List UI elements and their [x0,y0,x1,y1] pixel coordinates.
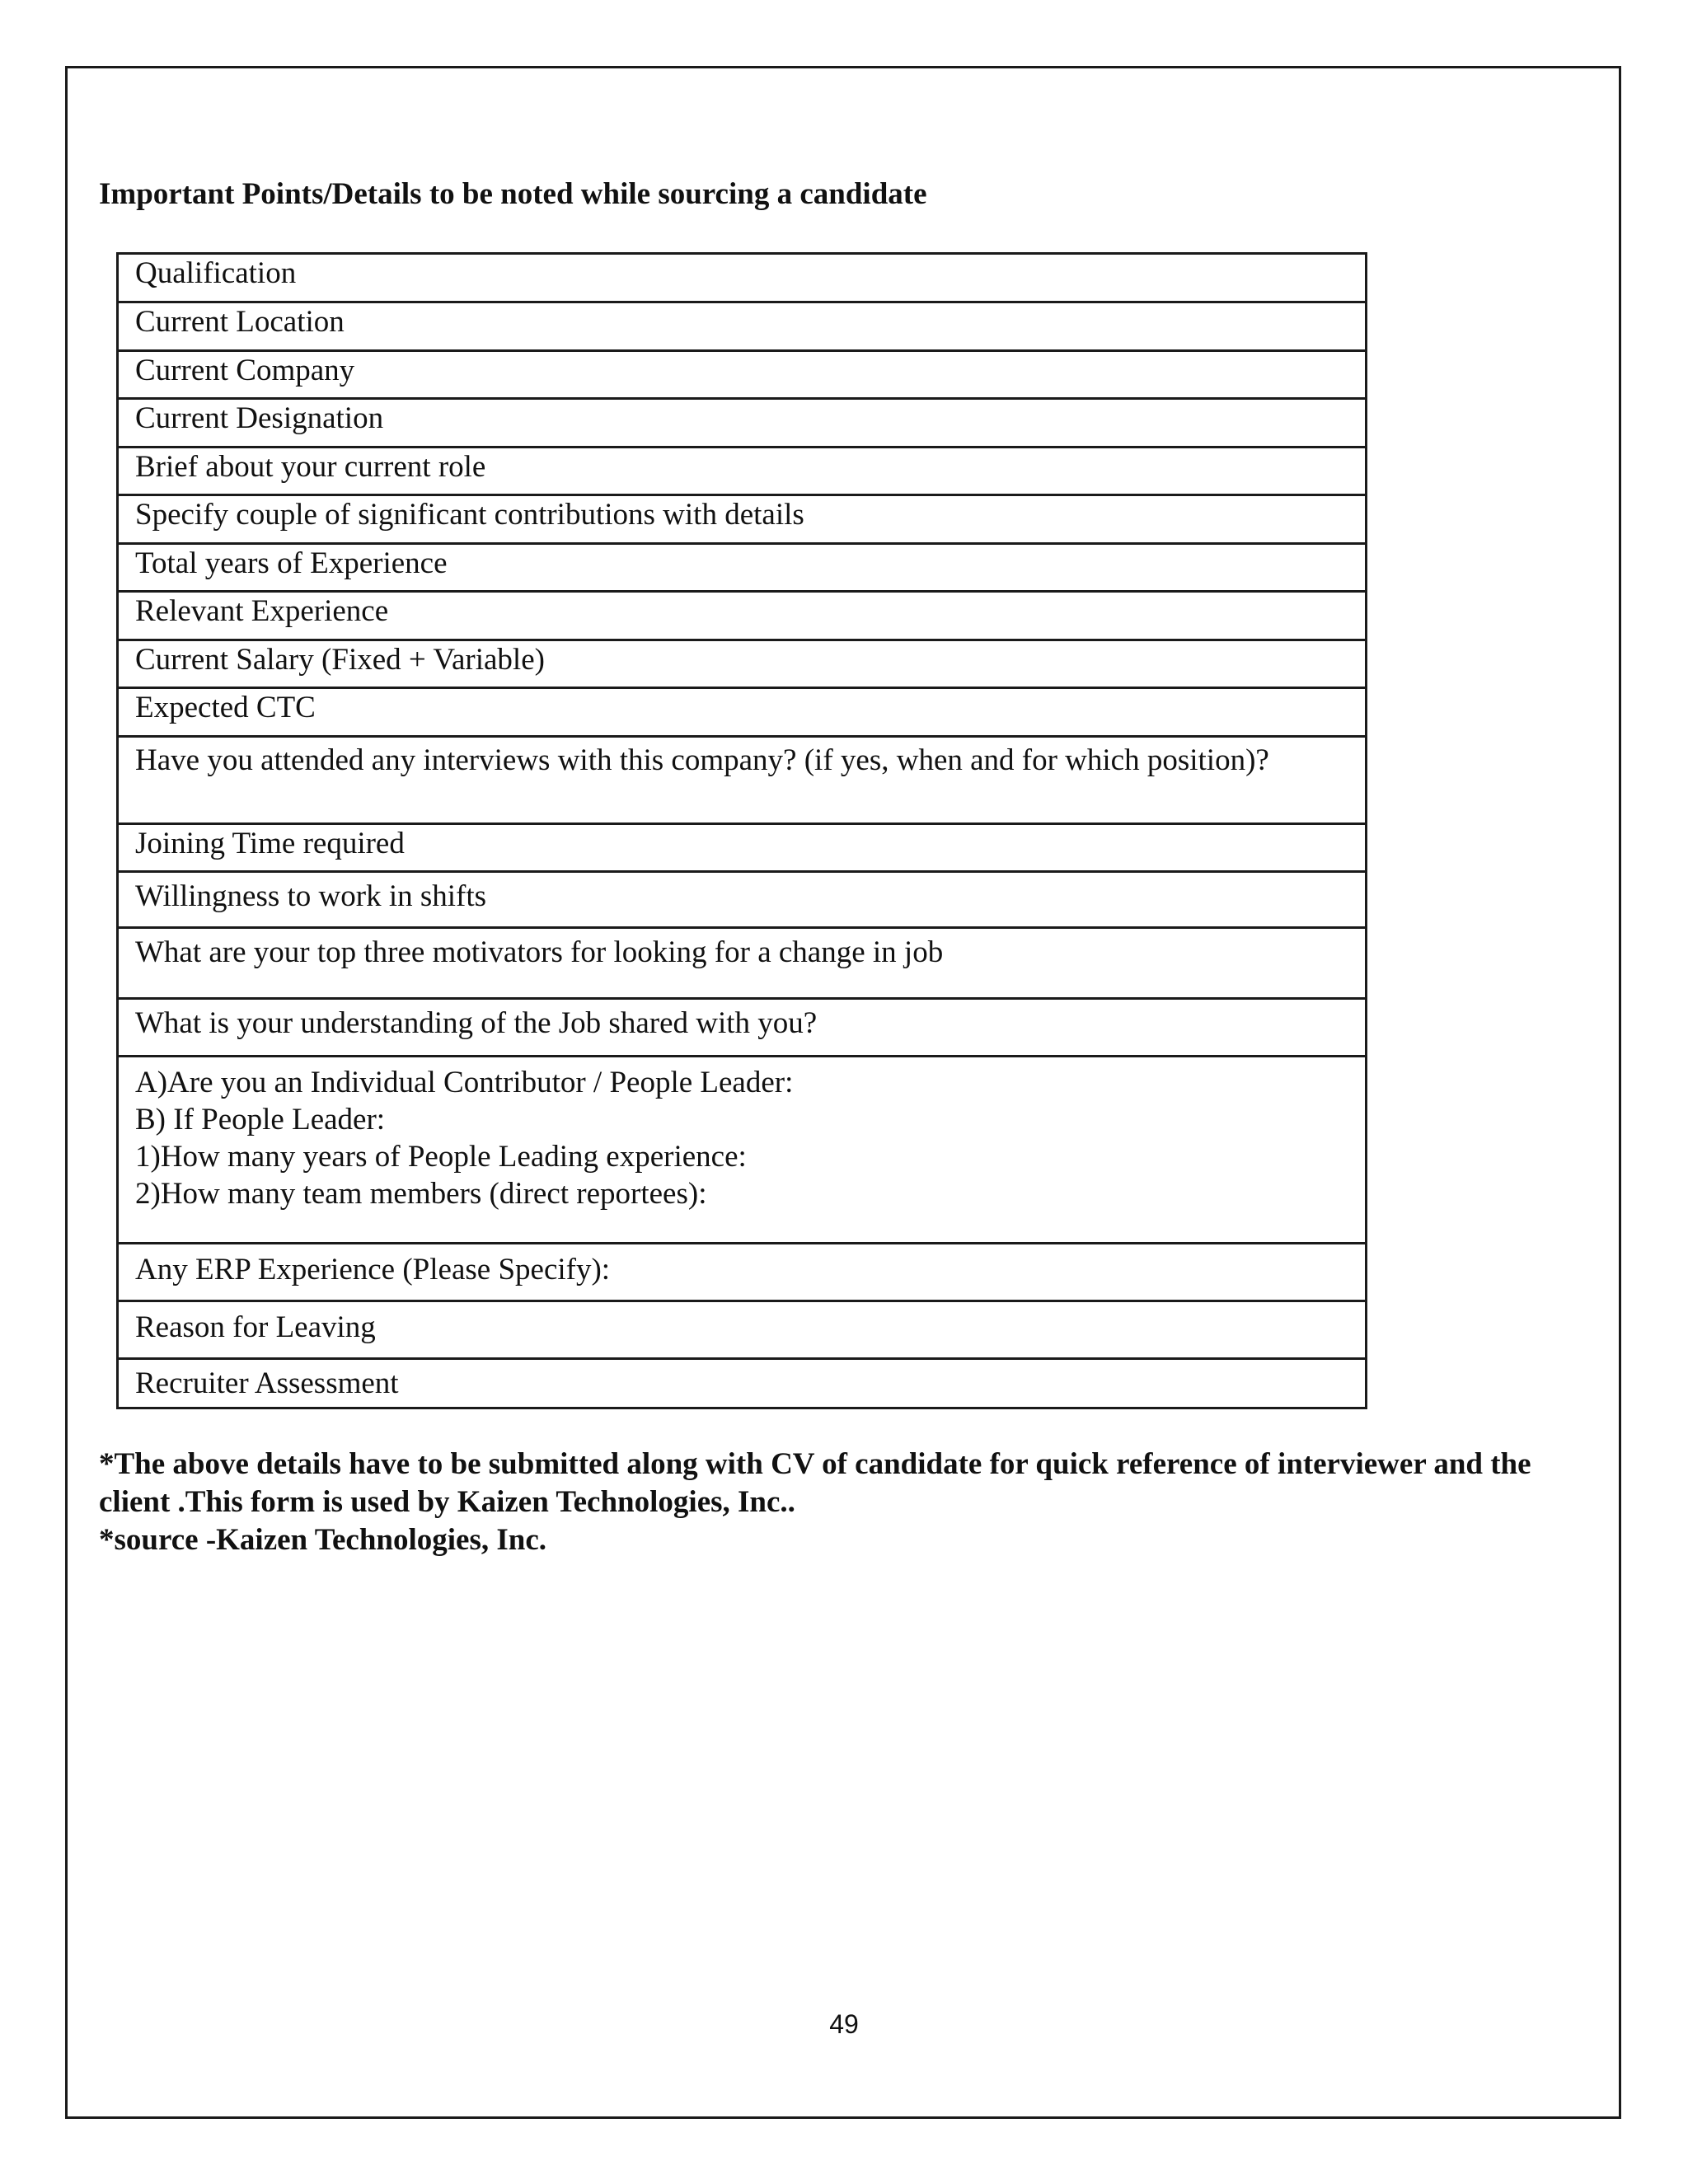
table-cell [118,688,1367,737]
table-row [118,999,1367,1057]
table-cell [118,928,1367,999]
row-label: A)Are you an Individual Contributor / People Leader: B) If People Leader: 1)How many years of People Leading experience: 2)How many team members (direct reportees): [135,1066,794,1211]
table-cell [118,544,1367,592]
row-label: Current Company [135,354,355,387]
row-label: Expected CTC [135,691,316,724]
table-row [118,302,1367,351]
table-row [118,448,1367,495]
row-label: Recruiter Assessment [135,1366,399,1400]
table-cell [118,824,1367,872]
table-cell [118,592,1367,640]
row-label: Reason for Leaving [135,1310,376,1344]
row-label: Current Designation [135,401,384,435]
table-row [118,254,1367,302]
row-label: Current Location [135,305,345,339]
table-row [118,872,1367,928]
table-row [118,640,1367,688]
table-row [118,592,1367,640]
table-cell [118,1057,1367,1244]
footnotes [99,1446,1566,1559]
table-row [118,824,1367,872]
table-row [118,688,1367,737]
table-row [118,351,1367,399]
row-label: Joining Time required [135,827,405,860]
page-number: 49 [829,2009,859,2039]
table-row [118,1244,1367,1301]
table-cell [118,254,1367,302]
table-cell [118,640,1367,688]
table-cell [118,351,1367,399]
row-label: Current Salary (Fixed + Variable) [135,643,545,677]
table-row [118,544,1367,592]
table-cell [118,872,1367,928]
table-cell [118,1301,1367,1359]
table-cell [118,1244,1367,1301]
row-label: Brief about your current role [135,450,486,484]
table-row [118,928,1367,999]
table-cell [118,1359,1367,1408]
row-label: Qualification [135,256,297,290]
table-cell [118,495,1367,544]
table-row [118,1359,1367,1408]
row-label: Willingness to work in shifts [135,879,487,913]
table-row [118,399,1367,448]
row-label: Have you attended any interviews with this company? (if yes, when and for which position)? [135,743,1269,777]
table-cell [118,999,1367,1057]
table-row [118,737,1367,824]
row-label: Relevant Experience [135,594,389,628]
table-row [118,495,1367,544]
table-row [118,1057,1367,1244]
row-label: What is your understanding of the Job shared with you? [135,1006,818,1040]
candidate-details-table [116,252,1367,1409]
table-cell [118,399,1367,448]
table-cell [118,302,1367,351]
table-row [118,1301,1367,1359]
row-label: Any ERP Experience (Please Specify): [135,1253,611,1286]
table-cell [118,737,1367,824]
row-label: Total years of Experience [135,546,448,580]
row-label: Specify couple of significant contributions with details [135,498,804,532]
source-note: *source -Kaizen Technologies, Inc. [99,1523,547,1557]
page-heading: Important Points/Details to be noted while sourcing a candidate [99,177,927,211]
row-label: What are your top three motivators for looking for a change in job [135,935,944,969]
table-cell [118,448,1367,495]
submission-note: *The above details have to be submitted along with CV of candidate for quick reference of interviewer and the client .This form is used by Kaizen Technologies, Inc.. [99,1447,1531,1519]
